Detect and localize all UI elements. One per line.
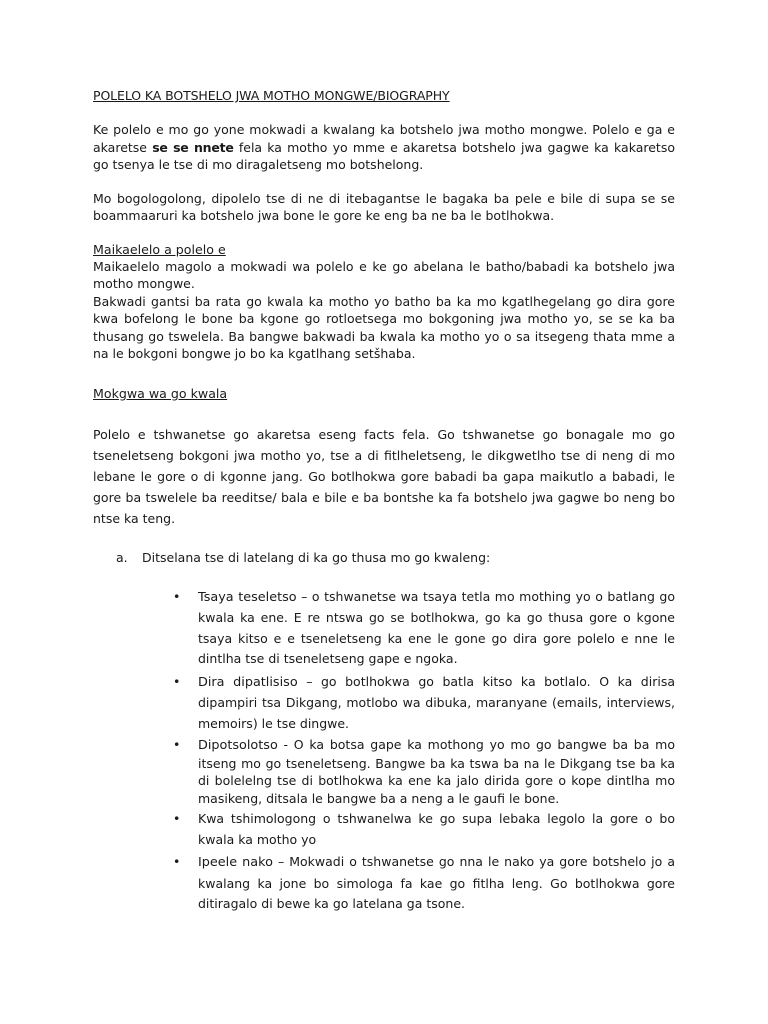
list-marker: a. <box>116 549 128 565</box>
intro-text-2: fela ka motho yo mme e akaretsa botshelo jwa gagwe ka kakaretso go tsenya le tse di mo diragaletseng mo botshelong. <box>93 139 675 172</box>
list-item <box>173 672 675 735</box>
bullet-text: – Mokwadi o tshwanetse go nna le nako ya gore botshelo jo a kwalang ka jone bo simologa fa kae go fitlha leng. Go botlhokwa gore ditiragalo di bewe ka go latelana ga tsone. <box>198 854 675 911</box>
maikaelelo-paragraph-2: Bakwadi gantsi ba rata go kwala ka motho yo batho ba ka mo kgatlhegelang go dira gore kwa bofelong le bone ba kgone go rotloetsega mo bokgoning jwa motho yo, se se ka ba thusang go tswelela. Ba bangwe bakwadi ba kwala ka motho yo o sa itsegeng thata mme a na le bokgoni bongwe jo bo ka kgatlhang setšhaba. <box>93 293 675 361</box>
list-item <box>173 587 675 670</box>
section-heading-mokgwa: Mokgwa wa go kwala <box>93 385 228 401</box>
bullet-term: Dira dipatlisiso <box>198 674 298 690</box>
intro-text-1: Ke polelo e mo go yone mokwadi a kwalang ka botshelo jwa motho mongwe. Polelo e ga e akaretse <box>93 122 675 155</box>
bullet-icon: • <box>173 854 181 869</box>
bullet-icon: • <box>173 737 181 752</box>
bullet-term: Tsaya teseletso <box>198 589 297 605</box>
bullet-text: Kwa tshimologong o tshwanelwa ke go supa lebaka legolo la gore o bo kwala ka motho yo <box>198 811 675 847</box>
bullet-icon: • <box>173 673 181 689</box>
mokgwa-paragraph: Polelo e tshwanetse go akaretsa eseng facts fela. Go tshwanetse go bonagale mo go tseneletseng bokgoni jwa motho yo, tse a di fitlheletseng, le dikgwetlho tse di neng di mo lebane le gore o di kgonne jang. Go botlhokwa gore babadi ba gapa maikutlo a babadi, le gore ba tswelele ba reeditse/ bala e bile e ba bontshe ka fa botshelo jwa gagwe bo neng bo ntse ka teng. <box>93 426 675 526</box>
bullet-text: – o tshwanetse wa tsaya tetla mo mothing yo o batlang go kwala ka ene. E re ntswa go se botlhokwa, go ka go thusa gore o kgone tsaya kitso e e tseneletseng ka ene le gone go dira gore polelo e nne le dintlha tse di tseneletseng gape e ngoka. <box>198 588 675 666</box>
bullet-term: Ipeele nako <box>198 855 273 870</box>
list-item <box>173 852 675 915</box>
intro-bold-phrase: se se nnete <box>152 139 234 155</box>
bullet-text: – go botlhokwa go batla kitso ka botlalo. O ka dirisa dipampiri tsa Dikgang, motlobo wa dibuka, maranyane (emails, interviews, memoirs) le tse dingwe. <box>198 673 675 731</box>
list-item <box>173 809 675 850</box>
tips-bullet-list <box>173 587 675 915</box>
bullet-text: - O ka botsa gape ka mothong yo mo go bangwe ba ba mo itseng mo go tseneletseng. Bangwe ba ka tswa ba na le Dikgang tse ba ka di bolelelng tse di botlhokwa ka ene ka jalo dirida gore o kope dintlha mo masikeng, ditsala le bangwe ba a neng a le gaufi le bone. <box>198 737 675 806</box>
list-item-a-text: Ditselana tse di latelang di ka go thusa mo go kwaleng: <box>142 549 491 565</box>
bullet-term: Dipotsolotso <box>198 738 278 753</box>
document-title: POLELO KA BOTSHELO JWA MOTHO MONGWE/BIOGRAPHY <box>93 88 450 103</box>
section-heading-maikaelelo: Maikaelelo a polelo e <box>93 241 226 257</box>
maikaelelo-paragraph-1: Maikaelelo magolo a mokwadi wa polelo e ke go abelana le batho/babadi ka botshelo jwa motho mongwe. <box>93 258 675 291</box>
list-item <box>173 736 675 807</box>
intro-paragraph <box>93 121 675 174</box>
bullet-icon: • <box>173 588 181 604</box>
document-page <box>93 88 675 917</box>
list-item-a <box>116 549 675 567</box>
history-paragraph: Mo bogologolong, dipolelo tse di ne di itebagantse le bagaka ba pele e bile di supa se se boammaaruri ka botshelo jwa bone le gore ke eng ba ne ba le botlhokwa. <box>93 190 675 223</box>
bullet-icon: • <box>173 811 181 826</box>
